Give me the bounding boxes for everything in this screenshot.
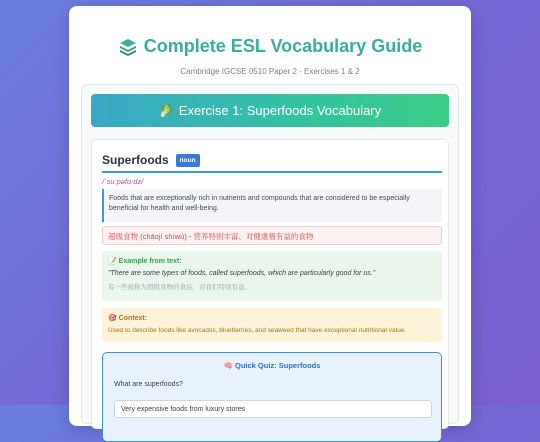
context-box — [102, 308, 442, 342]
definition-box: Foods that are exceptionally rich in nutrients and compounds that are considered to be especially beneficial for health and well-being. — [102, 189, 442, 222]
quick-quiz — [102, 352, 442, 442]
quiz-title: 🧠 Quick Quiz: Superfoods — [223, 361, 321, 370]
page-title: Complete ESL Vocabulary Guide — [143, 36, 423, 56]
context-label: 🎯 Context: — [108, 315, 148, 322]
exercise-section — [81, 84, 459, 424]
example-translation: 有一些被称为超级食物的食品，对我们特别有益。 — [108, 284, 251, 291]
context-text: Used to describe foods like avocados, blueberries, and seaweed that have exceptional nutritional value. — [108, 327, 407, 334]
example-label: 📝 Example from text: — [108, 258, 182, 265]
example-sentence: "There are some types of foods, called superfoods, which are particularly good for us." — [108, 270, 376, 277]
page-subtitle: Cambridge IGCSE 0510 Paper 2 - Exercises 1 & 2 — [180, 67, 360, 76]
phonetic-transcription: /ˈsuːpəfuːdz/ — [102, 177, 144, 186]
quiz-option[interactable]: Very expensive foods from luxury stores — [114, 400, 432, 418]
chinese-translation: 超级食物 (chāojí shíwù) - 营养特别丰富、对健康极有益的食物 — [102, 226, 442, 245]
leafy-green-icon: 🥬 — [158, 103, 174, 118]
word-heading-row — [102, 153, 200, 167]
part-of-speech-badge: noun — [176, 154, 200, 167]
exercise-title: Exercise 1: Superfoods Vocabulary — [178, 103, 382, 118]
example-box — [102, 251, 442, 301]
guide-card — [69, 6, 471, 426]
page-title-row — [69, 36, 471, 57]
quiz-question: What are superfoods? — [114, 381, 183, 388]
exercise-header — [91, 94, 449, 127]
vocabulary-word: Superfoods — [102, 153, 169, 167]
word-divider — [102, 171, 442, 173]
stack-books-icon — [118, 37, 138, 57]
vocabulary-word-card — [91, 139, 449, 429]
